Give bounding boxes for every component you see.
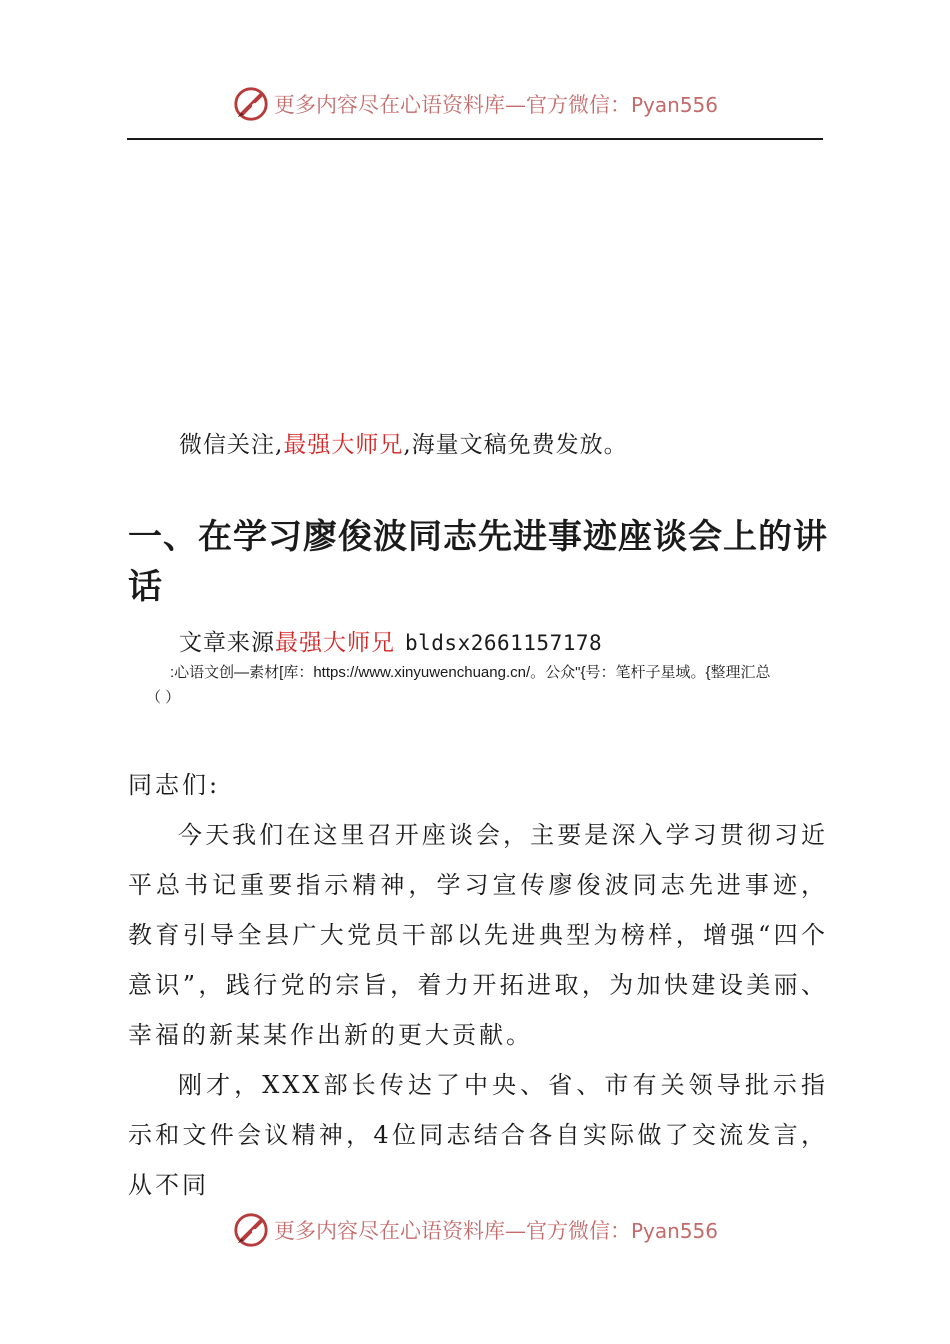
salutation: 同志们: (128, 771, 221, 799)
source-highlight: 最强大师兄 (275, 630, 395, 656)
paragraph-2: 刚才，XXX部长传达了中央、省、市有关领导批示指示和文件会议精神，4位同志结合各自实际做了交流发言，从不同 (128, 1071, 828, 1199)
resource-note (128, 660, 828, 710)
footer-banner (0, 1208, 950, 1252)
article-source: 文章来源最强大师兄 bldsx2661157178 (179, 630, 603, 656)
header-banner (0, 82, 950, 126)
header-rule (127, 138, 823, 140)
pen-logo-icon (232, 1211, 270, 1249)
resource-note-line2: （ ） (146, 689, 181, 706)
notice-highlight: 最强大师兄 (283, 432, 404, 458)
header-wechat-handle: Pyan556 (630, 93, 718, 117)
paragraph-1: 今天我们在这里召开座谈会，主要是深入学习贯彻习近平总书记重要指示精神，学习宣传廖俊波同志先进事迹，教育引导全县广大党员干部以先进典型为榜样，增强“四个意识”，践行党的宗旨，着力开拓进取，为加快建设美丽、幸福的新某某作出新的更大贡献。 (128, 821, 828, 1049)
footer-wechat-handle: Pyan556 (630, 1219, 718, 1243)
document-title: 一、在学习廖俊波同志先进事迹座谈会上的讲话 (128, 517, 828, 607)
source-code: bldsx2661157178 (405, 631, 603, 655)
resource-note-line1: :心语文创—素材[库：https://www.xinyuwenchuang.cn/。公众"{号：笔杆子星域。{整理汇总 (170, 664, 771, 681)
wechat-notice: 微信关注,最强大师兄,海量文稿免费发放。 (179, 432, 628, 458)
footer-banner-text: 更多内容尽在心语资料库—官方微信：Pyan556 (273, 1219, 718, 1243)
speech-body (128, 760, 828, 1210)
header-banner-text: 更多内容尽在心语资料库—官方微信：Pyan556 (273, 93, 718, 117)
pen-logo-icon (232, 85, 270, 123)
